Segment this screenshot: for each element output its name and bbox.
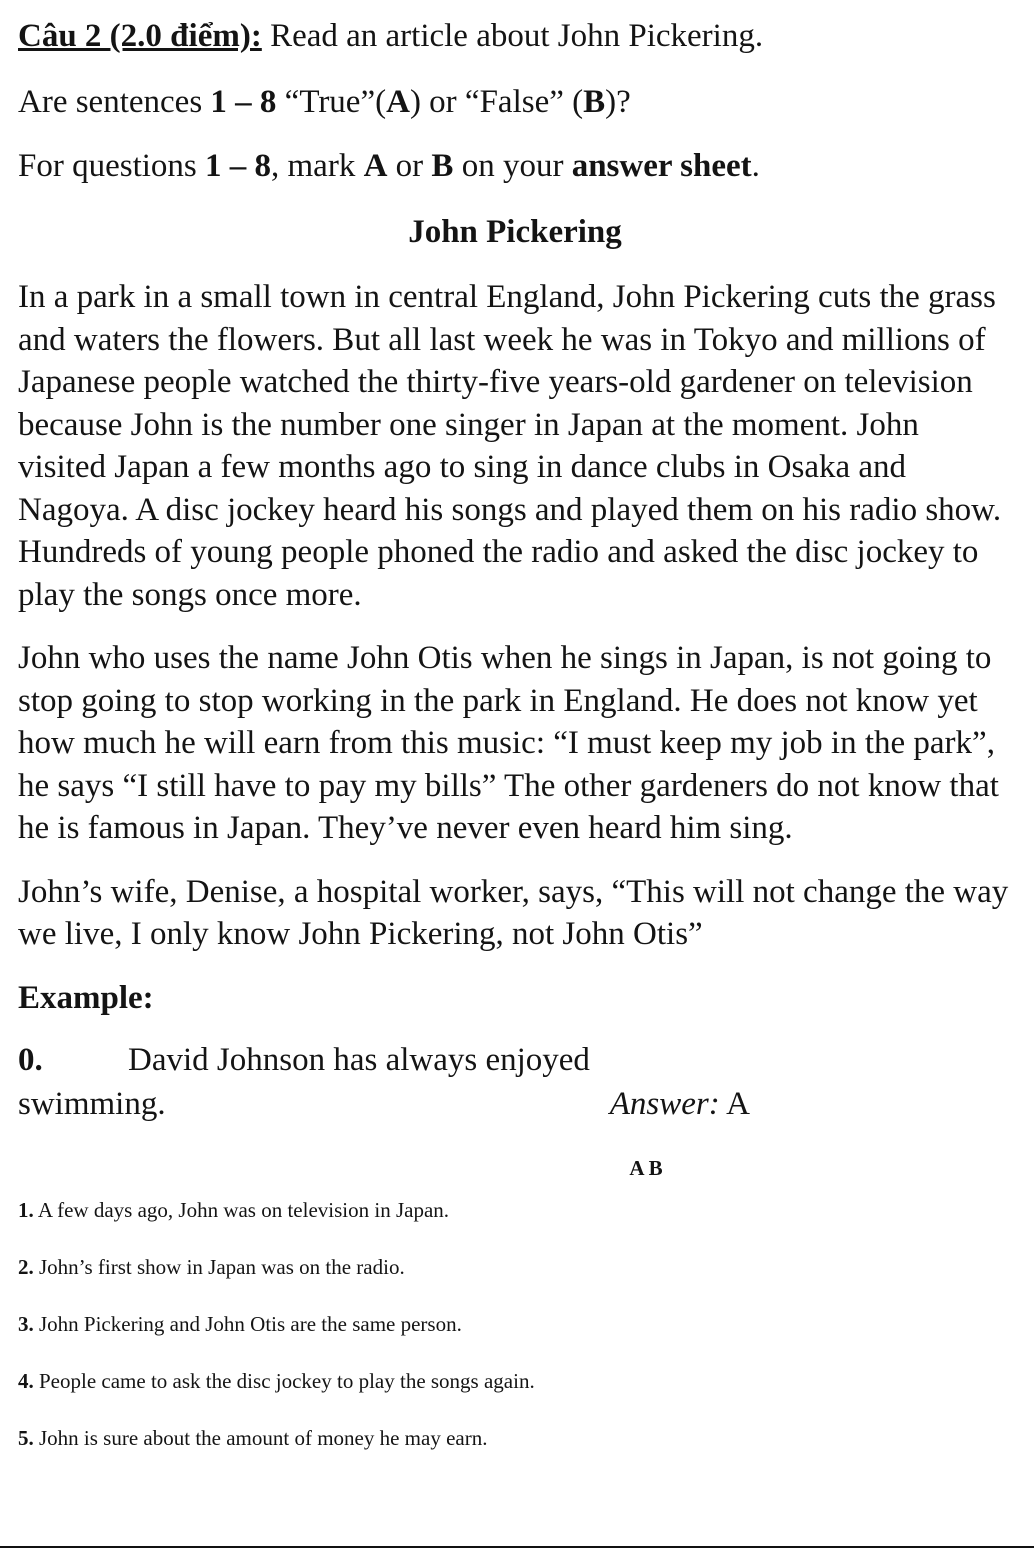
question-item: 2. John’s first show in Japan was on the radio.	[18, 1254, 405, 1279]
example-answer	[610, 1082, 750, 1126]
article-paragraph-1: In a park in a small town in central England, John Pickering cuts the grass and waters the flowers. But all last week he was in Tokyo and millions of Japanese people watched the thirty-five years-old gardener on television because John is the number one singer in Japan at the moment. John visited Japan a few months ago to sing in dance clubs in Osaka and Nagoya. A disc jockey heard his songs and played them on his radio show. Hundreds of young people phoned the radio and asked the disc jockey to play the songs once more.	[18, 279, 1002, 613]
instruction-line-2: For questions 1 – 8, mark A or B on your answer sheet.	[18, 148, 760, 184]
question-heading	[18, 14, 1012, 58]
question-label: Câu 2 (2.0 điểm):	[18, 18, 262, 54]
question-item: 5. John is sure about the amount of money he may earn.	[18, 1425, 488, 1450]
question-item: 4. People came to ask the disc jockey to play the songs again.	[18, 1368, 535, 1393]
example-sentence	[18, 1038, 1012, 1082]
article-title: John Pickering	[408, 214, 622, 250]
question-item: 3. John Pickering and John Otis are the same person.	[18, 1311, 462, 1336]
question-heading-text: Read an article about John Pickering.	[261, 18, 764, 54]
instruction-line-1: Are sentences 1 – 8 “True”(A) or “False” (B)?	[18, 84, 631, 120]
example-sentence-start: David Johnson has always enjoyed	[128, 1041, 590, 1078]
example-number: 0.	[18, 1041, 43, 1078]
example-answer-label: Answer:	[609, 1085, 720, 1122]
article-paragraph-2: John who uses the name John Otis when he sings in Japan, is not going to stop going to stop working in the park in England. He does not know yet how much he will earn from this music: “I must keep my job in the park”, he says “I still have to pay my bills” The other gardeners do not know that he is famous in Japan. They’ve never even heard him sing.	[18, 640, 999, 846]
example-answer-value: A	[726, 1085, 750, 1122]
answer-columns-header: A B	[629, 1155, 663, 1180]
example-sentence-end-row	[18, 1082, 750, 1126]
example-label: Example:	[18, 979, 154, 1016]
question-list	[18, 1196, 1012, 1452]
article-paragraph-3: John’s wife, Denise, a hospital worker, says, “This will not change the way we live, I only know John Pickering, not John Otis”	[18, 873, 1009, 952]
example-sentence-end: swimming.	[18, 1085, 166, 1122]
question-item: 1. A few days ago, John was on television in Japan.	[18, 1197, 450, 1222]
